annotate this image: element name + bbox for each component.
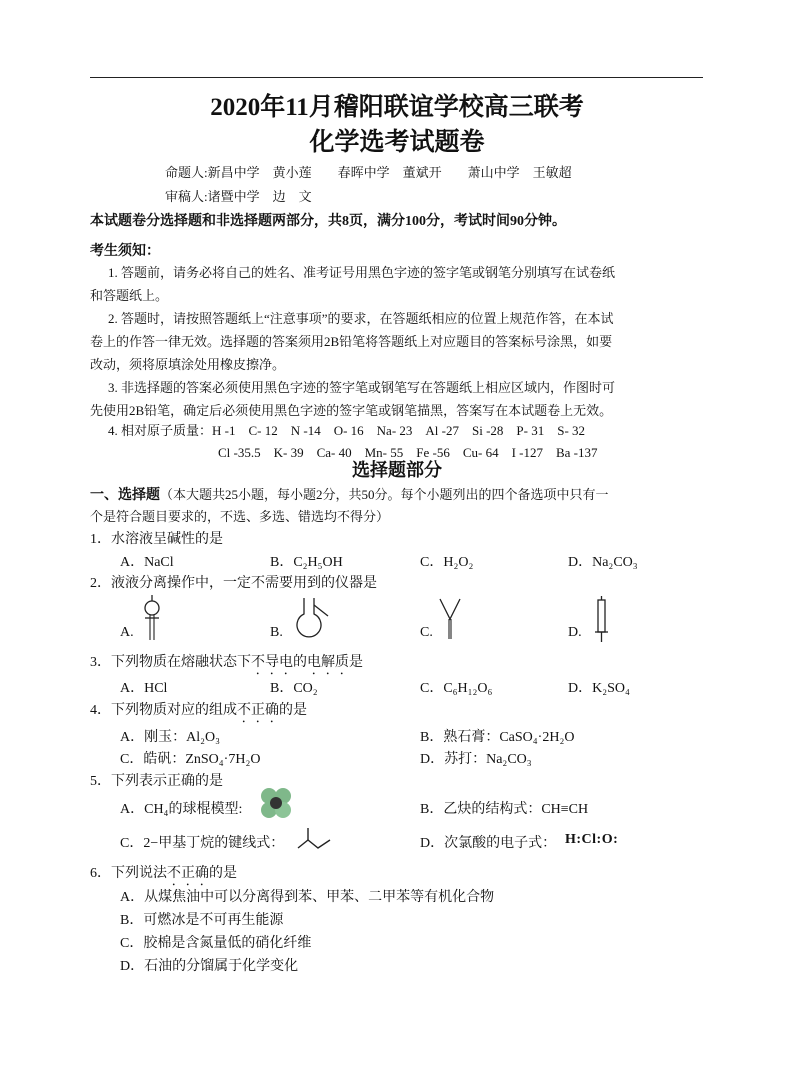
top-rule [90,77,703,78]
q2-option-a: A. [120,625,134,640]
part1-desc2: 个是符合题目要求的，不选、多选、错选均不得分） [90,509,390,524]
q3-option-a: A．HCl [120,681,168,696]
q5-option-d: D．次氯酸的电子式： [420,836,557,851]
q2-option-b: B. [270,625,283,640]
q6-stem-pre: 6．下列说法 [90,866,167,881]
q6-stem-post: 的是 [209,866,237,881]
notice-line: 改动，须将原填涂处用橡皮擦净。 [90,357,286,372]
notice-line: 卷上的作答一律无效。选择题的答案须用2B铅笔将答题纸上对应题目的答案标号涂黑，如要 [90,334,613,349]
separatory-funnel-icon [142,595,162,645]
atomic-mass-row1: H -1 C- 12 N -14 O- 16 Na- 23 Al -27 Si -28 P- 31 S- 32 [212,423,586,438]
atomic-mass-label: 4. 相对原子质量： [108,423,213,438]
q3-stem-post: 是 [349,655,363,670]
q4-stem-pre: 4．下列物质对应的组成 [90,703,237,718]
atomic-mass-line [108,420,585,439]
section-title: 选择题部分 [352,460,442,480]
q3-stem-emph2: 电解质 [307,655,349,670]
ch4-ball-stick-model-icon [258,786,294,820]
reviewer-label: 审稿人: [165,189,208,204]
q4-stem [90,699,307,726]
authors-label: 命题人: [165,165,208,180]
q6-option-d: D．石油的分馏属于化学变化 [120,959,299,974]
q3-option-c: C．C₆H₁₂O₆ [420,681,493,696]
q6-option-a: A．从煤焦油中可以分离得到苯、甲苯、二甲苯等有机化合物 [120,890,495,905]
q2-stem: 2．液液分离操作中，一定不需要用到的仪器是 [90,576,377,591]
2-methylbutane-skeletal-icon [296,828,336,854]
notice-line: 3. 非选择题的答案必须使用黑色字迹的签字笔或钢笔写在答题纸上相应区域内，作图时可 [108,380,616,395]
q2-option-d: D. [568,625,582,640]
part1-heading: 一、选择题 [90,488,160,503]
q6-option-c: C．胶棉是含氮量低的硝化纤维 [120,936,312,951]
exam-title: 2020年11月稽阳联谊学校高三联考 [210,94,584,121]
q6-stem-emph: 不正确 [167,866,209,881]
notice-heading: 考生须知： [90,244,160,259]
burette-icon [592,596,612,646]
authors-line [165,162,572,181]
q4-stem-post: 的是 [279,703,307,718]
notice-line: 2. 答题时，请按照答题纸上“注意事项”的要求，在答题纸相应的位置上规范作答，在本试 [108,311,614,326]
q2-option-c: C. [420,625,433,640]
reviewer-line [165,186,312,205]
q3-stem-pre: 3．下列物质在熔融状态下 [90,655,251,670]
q3-stem-mid: 的 [293,655,307,670]
q5-option-c: C．2−甲基丁烷的键线式： [120,836,285,851]
part1-desc1: （本大题共25小题，每小题2分，共50分。每个小题列出的四个备选项中只有一 [160,487,609,502]
atomic-mass-row2: Cl -35.5 K- 39 Ca- 40 Mn- 55 Fe -56 Cu- 64 I -127 Ba -137 [218,445,598,460]
notice-line: 1. 答题前，请务必将自己的姓名、准考证号用黑色字迹的签字笔或钢笔分别填写在试卷纸 [108,265,616,280]
notice-line: 先使用2B铅笔，确定后必须使用黑色字迹的签字笔或钢笔描黑，答案写在本试题卷上无效。 [90,403,613,418]
q4-option-b: B．熟石膏：CaSO₄·2H₂O [420,730,575,745]
q4-option-c: C．皓矾：ZnSO₄·7H₂O [120,752,261,767]
q3-stem [90,651,363,678]
q1-option-d: D．Na₂CO₃ [568,555,638,570]
q1-stem: 1．水溶液呈碱性的是 [90,532,223,547]
q1-option-a: A．NaCl [120,555,174,570]
q5-stem: 5．下列表示正确的是 [90,774,223,789]
funnel-icon [438,599,462,644]
exam-subtitle: 化学选考试题卷 [309,129,485,156]
reviewer: 诸暨中学 边 文 [207,189,312,204]
q6-stem [90,862,237,889]
q1-option-b: B．C₂H₅OH [270,555,343,570]
intro-text: 本试题卷分选择题和非选择题两部分，共8页，满分100分，考试时间90分钟。 [90,214,566,229]
q3-option-b: B．CO₂ [270,681,318,696]
notice-line: 和答题纸上。 [90,288,169,303]
authors: 新昌中学 黄小莲 春晖中学 董斌开 萧山中学 王敏超 [207,165,572,180]
q4-option-a: A．刚玉：Al₂O₃ [120,730,220,745]
q3-option-d: D．K₂SO₄ [568,681,630,696]
q4-option-d: D．苏打：Na₂CO₃ [420,752,532,767]
distillation-flask-icon [295,598,335,643]
q5-option-a: A．CH₄的球棍模型: [120,802,243,817]
q1-option-c: C．H₂O₂ [420,555,474,570]
q6-option-b: B．可燃冰是不可再生能源 [120,913,284,928]
q4-stem-emph: 不正确 [237,703,279,718]
q3-stem-emph: 不导电 [251,655,293,670]
hclo-electron-formula: H:Cl:O: [565,832,619,847]
q5-option-b: B．乙炔的结构式：CH≡CH [420,802,589,817]
part1-heading-line [90,484,609,504]
